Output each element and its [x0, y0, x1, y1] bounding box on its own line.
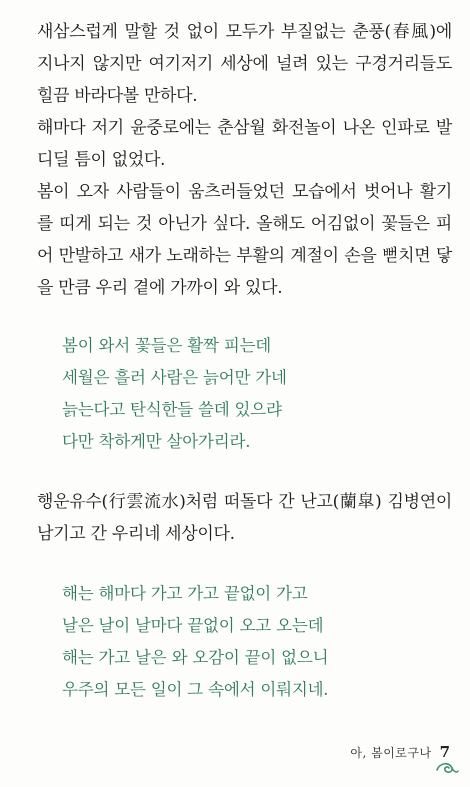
poem-block-2: [62, 578, 442, 706]
poem-1-line-2: 세월은 흘러 사람은 늙어만 가네: [62, 368, 287, 387]
paragraph-3: 봄이 오자 사람들이 움츠러들었던 모습에서 벗어나 활기를 띠게 되는 것 아닌가 싶다. 올해도 어김없이 꽃들은 피어 만발하고 새가 노래하는 부활의 계절이 손을 뻗치면 닿을 만큼 우리 곁에 가까이 와 있다.: [37, 182, 452, 298]
poem-block-1: [62, 330, 442, 458]
swirl-ornament-icon: [434, 758, 460, 778]
poem-2-line-2: 날은 날이 날마다 끝없이 오고 오는데: [62, 616, 324, 635]
page-number: 7: [439, 743, 450, 761]
poem-2-line-3: 해는 가고 날은 와 오감이 끝이 없으니: [62, 648, 329, 667]
poem-1-line-3: 늙는다고 탄식한들 쓸데 있으랴: [62, 400, 282, 419]
paragraph-4: 행운유수(行雲流水)처럼 떠돌다 간 난고(蘭皐) 김병연이 남기고 간 우리네 세상이다.: [37, 492, 452, 544]
running-title: 아, 봄이로구나: [350, 745, 432, 760]
poem-1-line-4: 다만 착하게만 살아가리라.: [62, 432, 251, 451]
poem-2-line-4: 우주의 모든 일이 그 속에서 이뤄지네.: [62, 680, 329, 699]
poem-1-line-1: 봄이 와서 꽃들은 활짝 피는데: [62, 336, 272, 355]
paragraph-1: 새삼스럽게 말할 것 없이 모두가 부질없는 춘풍(春風)에 지나지 않지만 여기저기 세상에 널려 있는 구경거리들도 힐끔 바라다볼 만하다.: [37, 22, 452, 106]
poem-2-line-1: 해는 해마다 가고 가고 끝없이 가고: [62, 584, 308, 603]
paragraph-2: 해마다 저기 윤중로에는 춘삼월 화전놀이 나온 인파로 발 디딜 틈이 없었다.: [37, 118, 452, 170]
